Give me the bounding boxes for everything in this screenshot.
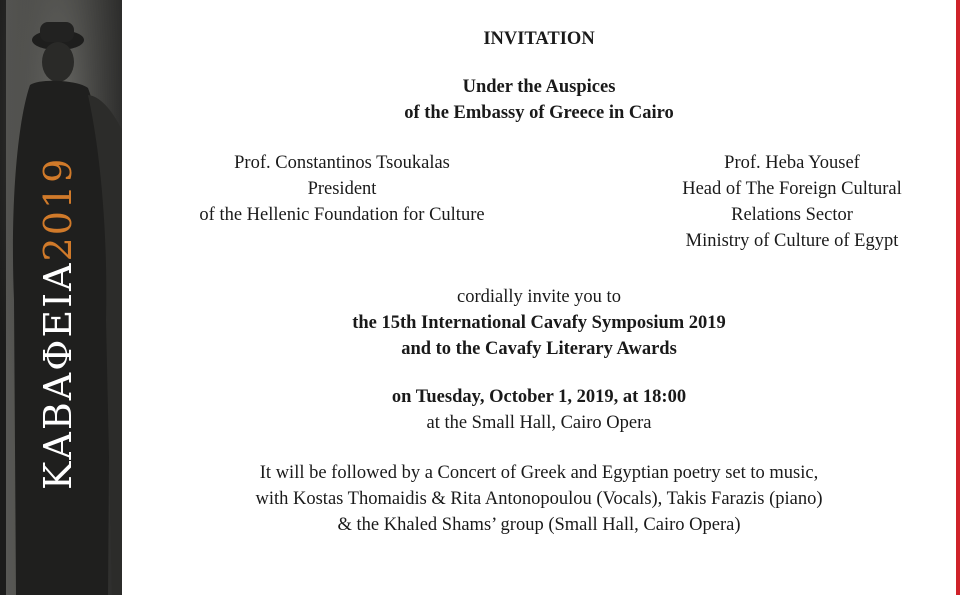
host-right-name: Prof. Heba Yousef (724, 153, 860, 173)
invitation-card (122, 0, 956, 595)
concert-line-2: with Kostas Thomaidis & Rita Antonopoulou (Vocals), Takis Farazis (piano) (255, 489, 823, 509)
red-edge-border (956, 0, 960, 595)
sidebar-title-year: 2019 (36, 156, 80, 262)
invitation-heading: INVITATION (483, 29, 595, 49)
host-left-name: Prof. Constantinos Tsoukalas (234, 153, 450, 173)
invite-line: cordially invite you to (457, 287, 621, 307)
event-venue: at the Small Hall, Cairo Opera (426, 413, 652, 433)
sidebar-title-word: ΚΑΒΑΦΕΙΑ (36, 261, 80, 490)
concert-line-3: & the Khaled Shams’ group (Small Hall, Cairo Opera) (337, 515, 741, 535)
sidebar-banner (0, 0, 122, 595)
host-right-block (642, 150, 942, 254)
event-line-1: the 15th International Cavafy Symposium 2019 (352, 313, 726, 333)
auspices-line-1: Under the Auspices (462, 77, 616, 97)
host-right-sector: Relations Sector (731, 205, 853, 225)
host-left-org: of the Hellenic Foundation for Culture (199, 205, 485, 225)
event-date: on Tuesday, October 1, 2019, at 18:00 (391, 387, 687, 407)
event-line-2: and to the Cavafy Literary Awards (401, 339, 677, 359)
sidebar-title (38, 157, 78, 490)
host-left-block (172, 150, 512, 228)
host-right-title: Head of The Foreign Cultural (682, 179, 902, 199)
concert-line-1: It will be followed by a Concert of Greek and Egyptian poetry set to music, (259, 463, 819, 483)
host-left-title: President (307, 179, 377, 199)
host-right-ministry: Ministry of Culture of Egypt (685, 231, 899, 251)
auspices-line-2: of the Embassy of Greece in Cairo (404, 103, 674, 123)
